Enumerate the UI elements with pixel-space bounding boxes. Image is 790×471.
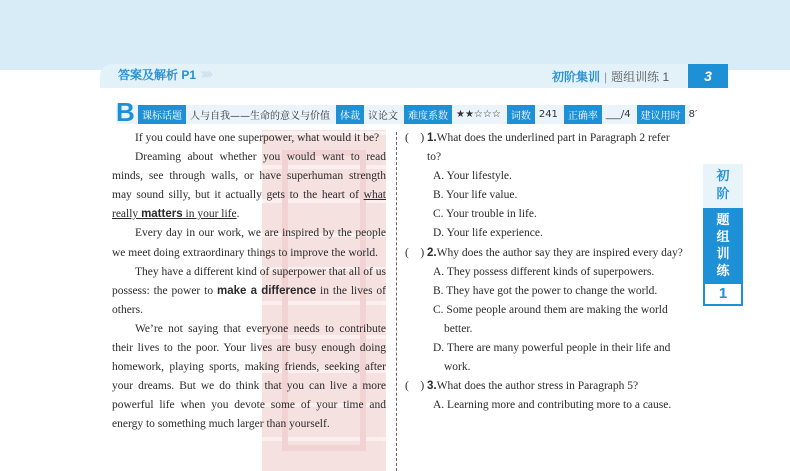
paragraph-3: Every day in our work, we are inspired by the people we meet doing extraordinary things to improve the world. [112,227,386,259]
questions [405,129,683,415]
time-value: 8′ [688,109,698,120]
question-1 [405,129,683,244]
paragraph-5: We’re not saying that everyone needs to contribute their lives to the poor. Your lives are busy enough doing homework, playing sports, making friends, seeking after your dreams. But we do think that you can live a more powerful life when you devote some of your time and energy to something much larger than yourself. [112,322,386,431]
side-tab-title: 初 阶 [703,164,743,208]
time-tag: 建议用时 [637,105,685,124]
page-number: 3 [688,64,728,88]
option[interactable]: C. Your trouble in life. [433,208,537,221]
question-text: What does the underlined part in Paragraph 2 refer to? [427,132,670,164]
passage [112,129,386,435]
option[interactable]: A. Learning more and contributing more to a cause. [433,399,672,412]
info-bar [116,105,698,124]
paragraph-4: They have a different kind of superpower that all of us possess: the power to make a difference in the lives of others. [112,265,387,316]
option[interactable]: D. There are many powerful people in their life and work. [433,342,671,374]
option[interactable]: A. They possess different kinds of superpowers. [433,265,655,278]
chevrons-decoration: ›››› [200,64,210,83]
difficulty-stars: ★★☆☆☆ [456,109,501,120]
question-number: 2. [427,246,437,259]
genre-tag: 体裁 [336,105,364,124]
option[interactable]: B. Your life value. [433,189,518,202]
paragraph-1: If you could have one superpower, what would it be? [135,132,380,144]
answer-blank[interactable]: ( ) [405,246,425,259]
question-text: What does the author stress in Paragraph 5? [436,380,639,393]
topic-tag: 课标话题 [138,105,186,124]
section-title: 初阶集训 [552,70,601,84]
question-text: Why does the author say they are inspired every day? [436,246,683,259]
breadcrumb-separator: | [604,70,608,84]
question-number: 3. [427,380,437,393]
top-band [0,0,790,70]
option[interactable]: C. Some people around them are making the world better. [433,303,668,335]
question-3 [405,377,683,415]
words-value: 241 [538,109,558,120]
accuracy-value: ___/4 [605,109,631,120]
option[interactable]: A. Your lifestyle. [433,170,512,183]
topic-value: 人与自我——生命的意义与价值 [190,111,330,122]
answer-blank[interactable]: ( ) [405,132,425,144]
underlined-phrase: what really matters in your life [112,189,386,221]
key-phrase: make a difference [216,284,317,297]
option[interactable]: D. Your life experience. [433,227,543,240]
side-tab-number: 1 [703,284,743,306]
answer-reference-link[interactable]: 答案及解析 P1 [118,68,197,82]
column-divider [396,132,397,471]
option[interactable]: B. They have got the power to change the world. [433,284,658,297]
side-tab[interactable] [703,164,743,306]
breadcrumb [552,68,669,85]
side-tab-label: 题 组 训 练 [703,208,743,284]
accuracy-tag: 正确率 [564,105,602,124]
answer-blank[interactable]: ( ) [405,380,425,393]
paragraph-2: Dreaming about whether you would want to read minds, see through walls, or have superhuman strength may sound silly, but it actually gets to the heart of what really matters in your life. [112,151,386,221]
question-number: 1. [427,132,437,144]
difficulty-tag: 难度系数 [404,105,452,124]
subsection-title: 题组训练 1 [611,70,670,84]
section-letter: B [116,97,135,127]
words-tag: 词数 [507,105,535,124]
question-2 [405,244,683,378]
genre-value: 议论文 [368,111,398,122]
